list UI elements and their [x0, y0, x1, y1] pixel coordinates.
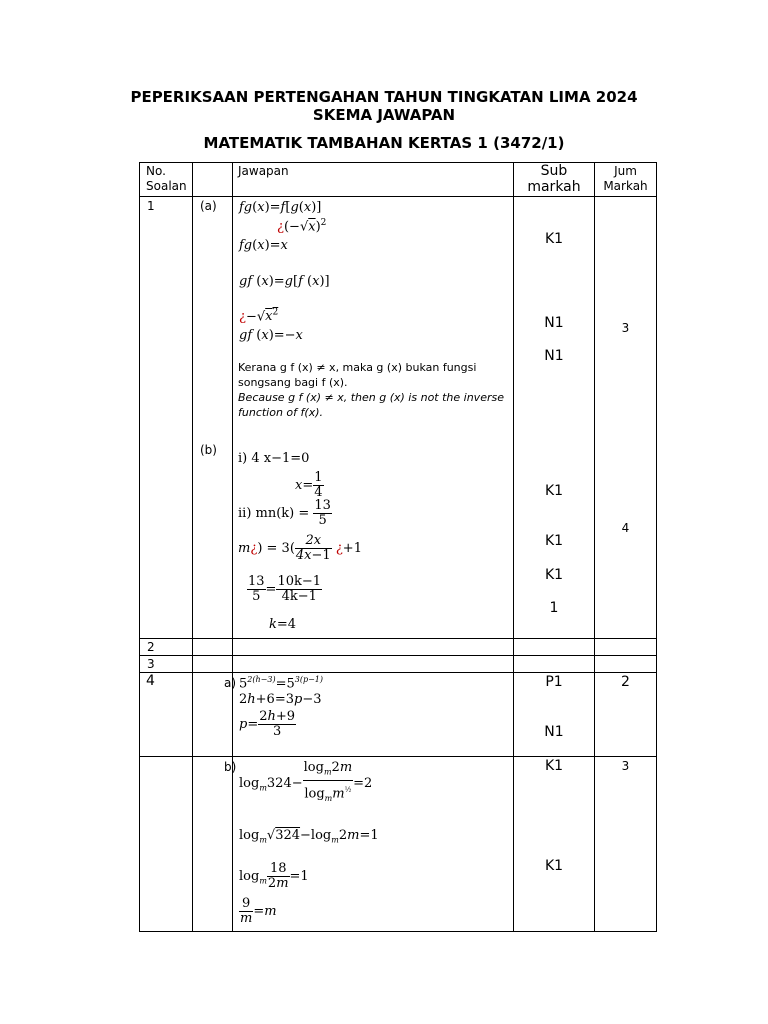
col-header-no: No. Soalan: [146, 164, 187, 193]
question-1-row: 1 (a) (b) fg(x)=f[g(x)] ¿$(-√x)^2$ fg(x)=x gf (x)=g[f (x)] ¿$-√x^2$ gf (x)=−x Kerana g f (x) ≠ x, maka g (x) bukan fungsi songsang bagi f (x). Because g f (x) ≠ x, then g (x) is not the inverse function of f(x). i) 4 x−1=0 x= $\frac{1}{4}$ ii) mn(k) = $\frac{13}{5}$ m¿) = 3( $\frac{2x}{4x-1}$ ¿+1 $\frac{13}{5}$ = $\frac{10k-1}{4k-1}$ k=4 K1 N1 N1 K1 K1 K1 1 3 4: [140, 197, 657, 639]
total-mark: 4: [621, 521, 630, 535]
question-number: 4: [146, 673, 155, 689]
sub-mark: K1: [544, 858, 564, 874]
sub-mark: N1: [544, 315, 564, 331]
question-3-row: [140, 656, 657, 673]
sub-mark: K1: [544, 533, 564, 549]
exam-title: PEPERIKSAAN PERTENGAHAN TAHUN TINGKATAN LIMA 2024: [130, 88, 638, 106]
question-number: 2: [147, 640, 155, 654]
sub-mark: N1: [544, 724, 564, 740]
scheme-title: SKEMA JAWAPAN: [312, 106, 456, 124]
answer-scheme-table: [139, 162, 657, 932]
sub-mark: P1: [545, 674, 563, 690]
col-header-jum: Jum Markah: [603, 164, 648, 193]
sub-mark: K1: [544, 567, 564, 583]
total-mark: 3: [621, 759, 630, 773]
part-label-b: b): [224, 760, 237, 774]
subject-title: MATEMATIK TAMBAHAN KERTAS 1 (3472/1): [203, 134, 565, 152]
part-label-a: (a): [200, 199, 217, 213]
total-mark: 2: [621, 674, 630, 690]
step-i: i) 4 x−1=0: [238, 451, 310, 466]
step-ii: ii) mn(k) =: [238, 506, 310, 521]
question-4a-row: 4 a) $5^{2(h-3)}=5^{3(p-1)}$ 2h+6=3p−3 p= $\frac{2h+9}{3}$ P1 N1 2: [140, 673, 657, 757]
sub-mark: N1: [544, 348, 564, 364]
sub-mark: K1: [544, 231, 564, 247]
total-mark: 3: [621, 321, 630, 335]
note-english: Because g f (x) ≠ x, then g (x) is not the inverse function of f(x).: [238, 391, 504, 419]
sub-mark: 1: [549, 600, 559, 616]
sub-mark: K1: [544, 758, 564, 774]
part-label-b: (b): [200, 443, 217, 457]
col-header-jawapan: Jawapan: [238, 164, 289, 178]
question-number: 3: [147, 657, 155, 671]
sub-mark: K1: [544, 483, 564, 499]
question-4b-row: b) $\log_m324-$ $\frac{\log_m2m}{\log_mm^{\frac{1}{2}}}$ =2 $\log_m√324-\log_m2m=1$ $\log_m$ $\frac{18}{2m}$ =1 $\frac{9}{m}$ =m K1 K1 3: [140, 757, 657, 932]
table-header-row: [140, 163, 657, 197]
col-header-sub: Sub markah: [527, 163, 581, 195]
part-label-a: a): [224, 676, 237, 690]
question-number: 1: [147, 199, 155, 213]
question-2-row: [140, 639, 657, 656]
note-malay: Kerana g f (x) ≠ x, maka g (x) bukan fungsi songsang bagi f (x).: [238, 361, 477, 389]
